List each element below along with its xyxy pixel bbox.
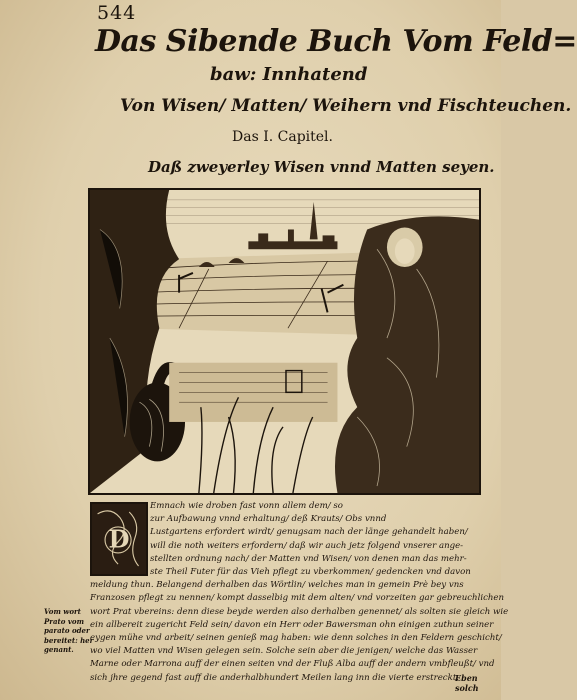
text-line: Marne oder Marrona auff der einen seiten vnd der Fluß Alba auff der andern vmbfleußt/ vnd xyxy=(90,659,495,670)
text-line: ste Theil Futer für das Vieh pflegt zu vberkommen/ gedencken vnd davon xyxy=(150,567,471,578)
text-line: meldung thun. Belangend derhalben das Wörtlin/ welches man in gemein Prè bey vns xyxy=(90,580,464,591)
chapter-label: Das I. Capitel. xyxy=(232,129,333,145)
decorated-initial xyxy=(90,502,148,576)
text-line: Lustgartens erfordert wirdt/ genugsam nach der länge gehandelt haben/ xyxy=(150,527,468,538)
text-line: Franzosen pflegt zu nennen/ kompt dasselbig mit dem alten/ vnd vorzeiten gar gebreuchlichen xyxy=(90,593,505,604)
initial-letter: D xyxy=(108,524,130,554)
page-number: 544 xyxy=(97,2,137,24)
text-line: will die noth weiters erfordern/ daß wir auch jetz folgend vnserer ange- xyxy=(150,540,464,551)
text-line: stellten ordnung nach/ der Matten vnd Wisen/ von denen man das mehr- xyxy=(150,553,467,564)
margin-note-line: genant. xyxy=(44,645,74,654)
catchword-line: Eben xyxy=(455,673,478,683)
text-line: wort Prat vbereins: denn diese beyde werden also derhalben genennet/ als solten sie gleich wie xyxy=(90,606,509,617)
body-text xyxy=(90,500,509,685)
catchword xyxy=(455,673,479,693)
woodcut-illustration xyxy=(88,188,481,495)
margin-note xyxy=(44,607,94,655)
book-subtitle: baw: Innhatend xyxy=(210,64,368,85)
margin-note-line: parato oder xyxy=(44,626,90,635)
section-heading: Von Wisen/ Matten/ Weihern vnd Fischteuchen. xyxy=(120,96,572,116)
catchword-line: solch xyxy=(455,683,479,693)
text-line: zur Aufbawung vnnd erhaltung/ deß Krauts/ Obs vnnd xyxy=(150,514,387,525)
initial-d-ornament xyxy=(92,504,146,574)
book-title: Das Sibende Buch Vom Feld= xyxy=(95,24,577,59)
text-line: Emnach wie droben fast vonn allem dem/ so xyxy=(150,501,343,511)
text-line: eygen mühe vnd arbeit/ seinen genieß mag haben: wie denn solches in den Feldern geschicht/ xyxy=(90,633,502,644)
text-line: ein allbereit zugericht Feld sein/ davon ein Herr oder Bawersman ohn einigen zuthun seiner xyxy=(90,619,494,630)
text-line: wo viel Matten vnd Wisen gelegen sein. Solche sein aber die jenigen/ welche das Wasser xyxy=(90,646,478,657)
margin-note-line: Vom wort xyxy=(44,607,81,616)
text-line: sich jhre gegend fast auff die anderhalbhundert Meilen lang inn die vierte erstreckt. xyxy=(90,672,460,683)
margin-note-line: bereitet: her xyxy=(44,635,94,645)
margin-note-line: Prato vom xyxy=(44,616,84,626)
chapter-title: Daß zweyerley Wisen vnnd Matten seyen. xyxy=(148,158,495,176)
meadow-scene-image xyxy=(90,190,479,493)
